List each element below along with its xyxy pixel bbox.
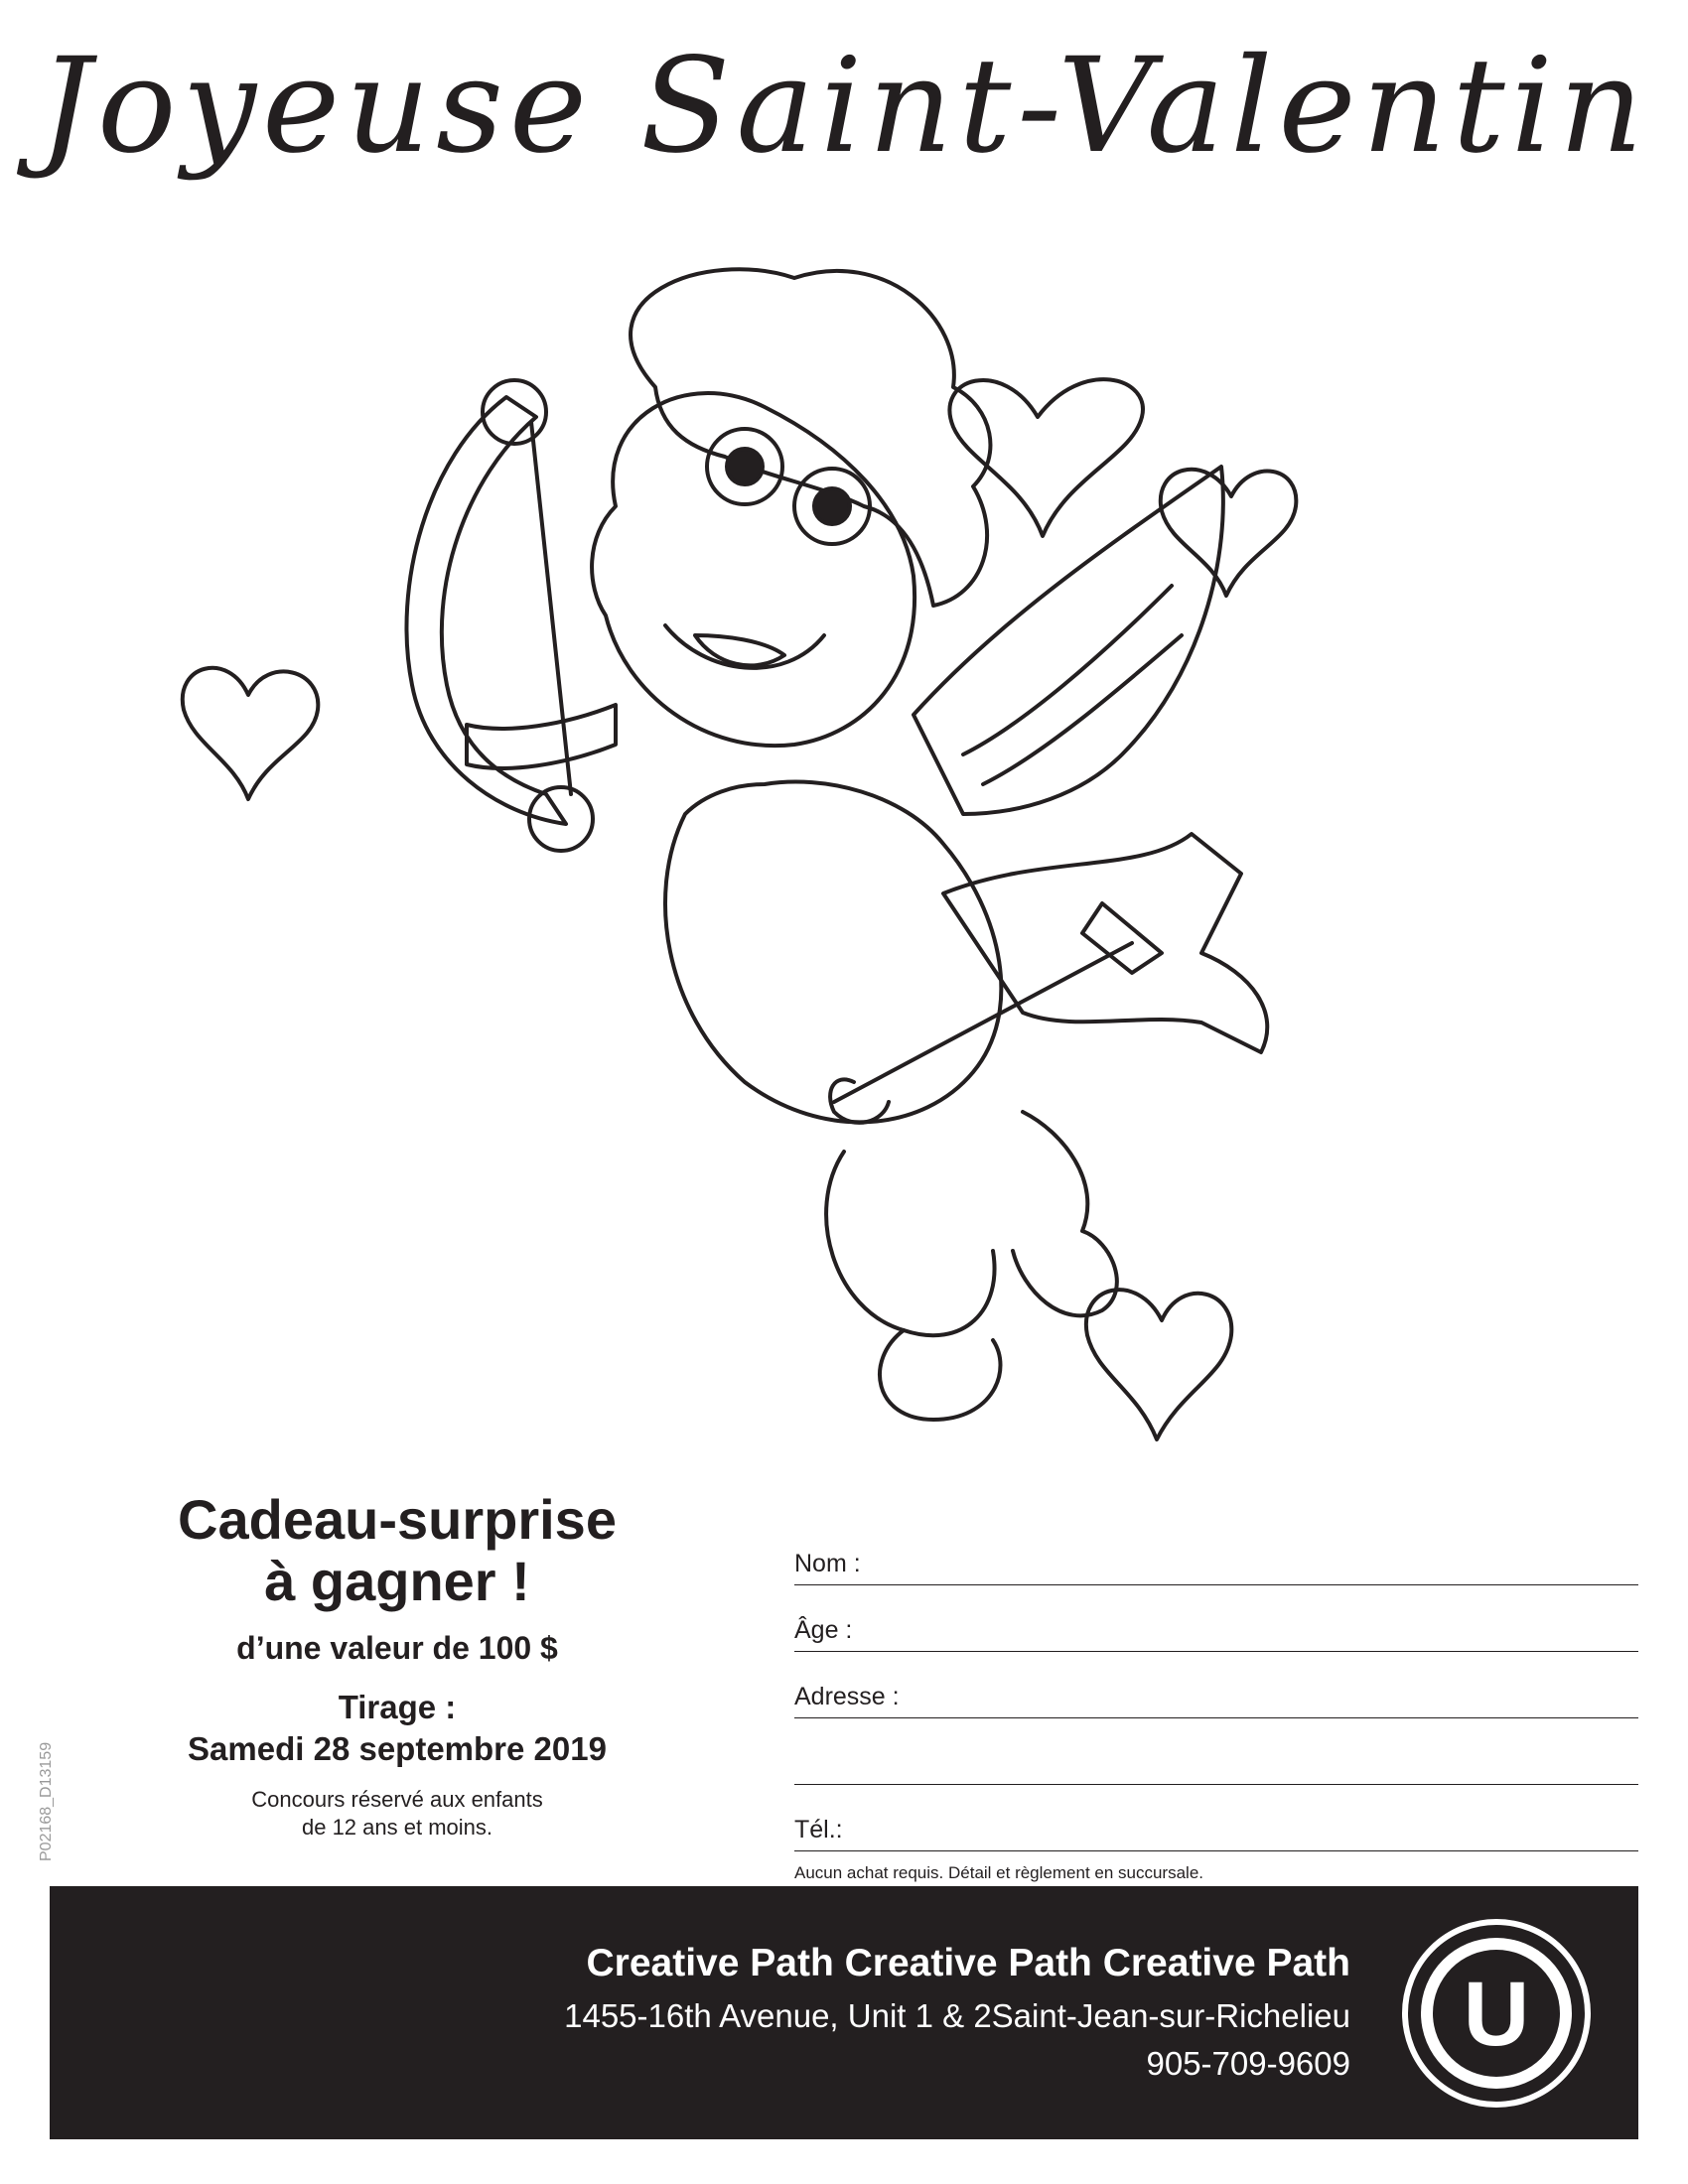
address-field-line2[interactable]	[794, 1718, 1638, 1785]
eligibility-text	[119, 1786, 675, 1842]
form-note: Aucun achat requis. Détail et règlement en succursale.	[794, 1863, 1204, 1882]
address-field[interactable]	[794, 1652, 1638, 1718]
store-name: Creative Path Creative Path Creative Path	[586, 1942, 1350, 1984]
cupid-illustration	[149, 258, 1420, 1479]
eligibility-line: Concours réservé aux enfants	[251, 1787, 543, 1812]
contest-info	[119, 1489, 675, 1842]
name-field[interactable]	[794, 1519, 1638, 1585]
document-code: P02168_D13159	[38, 1741, 55, 1861]
store-logo-icon	[1397, 1914, 1596, 2113]
prize-value: d’une valeur de 100 $	[236, 1630, 558, 1666]
heart-icon	[1161, 470, 1297, 596]
page-title: Joyeuse Saint-Valentin	[39, 30, 1649, 183]
logo-letter: U	[1463, 1964, 1530, 2065]
name-label: Nom :	[794, 1550, 861, 1577]
age-label: Âge :	[794, 1616, 853, 1644]
heart-icon	[949, 379, 1142, 536]
age-field[interactable]	[794, 1585, 1638, 1652]
address-label: Adresse :	[794, 1683, 900, 1710]
cupid-face	[592, 393, 914, 746]
heart-icon	[183, 668, 319, 799]
headline-line: à gagner !	[264, 1550, 530, 1612]
headline-line: Cadeau-surprise	[178, 1488, 617, 1551]
bow	[406, 397, 566, 824]
store-banner	[50, 1886, 1638, 2139]
draw-date: Samedi 28 septembre 2019	[188, 1730, 607, 1767]
phone-field[interactable]	[794, 1785, 1638, 1851]
eligibility-line: de 12 ans et moins.	[301, 1815, 492, 1840]
cupid-hair	[631, 269, 990, 606]
draw-label: Tirage :	[338, 1689, 457, 1725]
store-address: 1455-16th Avenue, Unit 1 & 2Saint-Jean-sur-Richelieu	[564, 1997, 1350, 2034]
cupid-leg	[1013, 1112, 1117, 1315]
cupid-leg	[826, 1152, 994, 1335]
heart-icon	[1086, 1290, 1231, 1439]
entry-form	[794, 1519, 1638, 1883]
store-phone: 905-709-9609	[1146, 2045, 1350, 2082]
phone-label: Tél.:	[794, 1816, 843, 1843]
contest-headline	[119, 1489, 675, 1612]
cupid-body	[665, 782, 1001, 1123]
